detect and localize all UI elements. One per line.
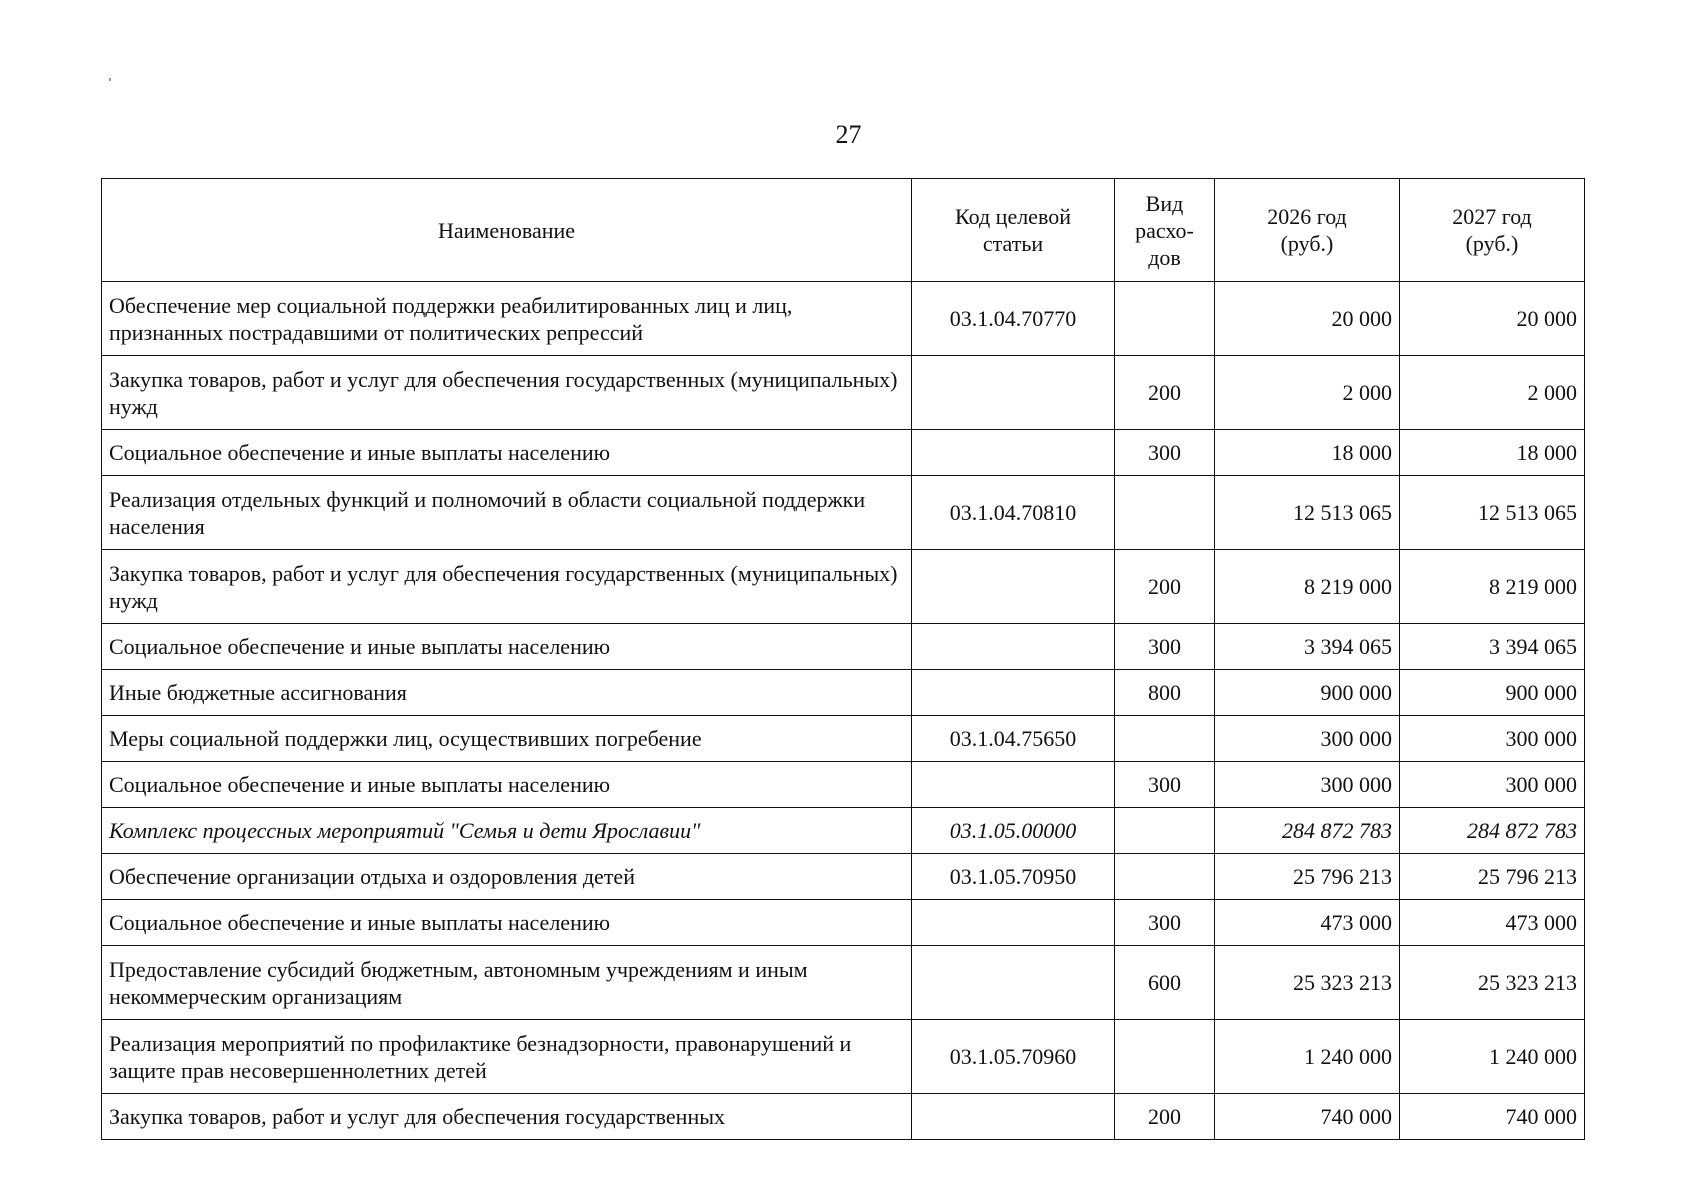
row-name-cell: Социальное обеспечение и иные выплаты населению — [102, 430, 912, 476]
row-code-cell — [912, 624, 1115, 670]
header-code-text: Код целевой статьи — [955, 204, 1071, 256]
row-code-cell: 03.1.05.00000 — [912, 808, 1115, 854]
table-row — [102, 670, 1585, 716]
header-2026-text: 2026 год (руб.) — [1267, 204, 1347, 256]
row-name-cell: Социальное обеспечение и иные выплаты населению — [102, 762, 912, 808]
row-name-cell: Социальное обеспечение и иные выплаты населению — [102, 624, 912, 670]
row-code-cell: 03.1.04.75650 — [912, 716, 1115, 762]
header-2026 — [1215, 179, 1400, 282]
row-2027-cell: 473 000 — [1400, 900, 1585, 946]
row-name-cell: Социальное обеспечение и иные выплаты населению — [102, 900, 912, 946]
row-code-cell — [912, 1094, 1115, 1140]
row-2026-cell: 18 000 — [1215, 430, 1400, 476]
page-number: 27 — [835, 120, 862, 149]
header-2027 — [1400, 179, 1585, 282]
row-kind-cell: 600 — [1115, 946, 1215, 1020]
row-kind-cell: 200 — [1115, 356, 1215, 430]
row-kind-cell: 800 — [1115, 670, 1215, 716]
row-2026-cell: 8 219 000 — [1215, 550, 1400, 624]
row-name-cell: Закупка товаров, работ и услуг для обеспечения государственных — [102, 1094, 912, 1140]
row-2026-cell: 300 000 — [1215, 716, 1400, 762]
table-row — [102, 624, 1585, 670]
row-name-cell: Комплекс процессных мероприятий "Семья и дети Ярославии" — [102, 808, 912, 854]
row-2026-cell: 473 000 — [1215, 900, 1400, 946]
header-name — [102, 179, 912, 282]
row-kind-cell — [1115, 1020, 1215, 1094]
row-2027-cell: 25 323 213 — [1400, 946, 1585, 1020]
row-2027-cell: 25 796 213 — [1400, 854, 1585, 900]
table-row — [102, 900, 1585, 946]
row-2027-cell: 2 000 — [1400, 356, 1585, 430]
row-name-cell: Меры социальной поддержки лиц, осуществивших погребение — [102, 716, 912, 762]
table-row — [102, 282, 1585, 356]
row-kind-cell: 300 — [1115, 762, 1215, 808]
row-2026-cell: 25 323 213 — [1215, 946, 1400, 1020]
row-2027-cell: 8 219 000 — [1400, 550, 1585, 624]
row-name-cell: Реализация мероприятий по профилактике безнадзорности, правонарушений и защите прав несовершеннолетних детей — [102, 1020, 912, 1094]
row-name-cell: Обеспечение мер социальной поддержки реабилитированных лиц и лиц, признанных пострадавшими от политических репрессий — [102, 282, 912, 356]
row-2026-cell: 2 000 — [1215, 356, 1400, 430]
row-2026-cell: 284 872 783 — [1215, 808, 1400, 854]
row-code-cell — [912, 356, 1115, 430]
row-2026-cell: 740 000 — [1215, 1094, 1400, 1140]
row-2026-cell: 20 000 — [1215, 282, 1400, 356]
row-code-cell: 03.1.04.70810 — [912, 476, 1115, 550]
row-2026-cell: 25 796 213 — [1215, 854, 1400, 900]
table-row — [102, 762, 1585, 808]
table-row — [102, 430, 1585, 476]
table-row — [102, 1094, 1585, 1140]
row-name-cell: Реализация отдельных функций и полномочий в области социальной поддержки населения — [102, 476, 912, 550]
row-2026-cell: 900 000 — [1215, 670, 1400, 716]
row-kind-cell: 300 — [1115, 624, 1215, 670]
table-header-row — [102, 179, 1585, 282]
header-name-text: Наименование — [437, 217, 576, 243]
row-2027-cell: 740 000 — [1400, 1094, 1585, 1140]
row-name-cell: Предоставление субсидий бюджетным, автономным учреждениям и иным некоммерческим организациям — [102, 946, 912, 1020]
table-body — [102, 282, 1585, 1140]
table-row — [102, 356, 1585, 430]
table-row — [102, 854, 1585, 900]
row-name-cell: Закупка товаров, работ и услуг для обеспечения государственных (муниципальных) нужд — [102, 356, 912, 430]
header-code — [912, 179, 1115, 282]
row-kind-cell: 200 — [1115, 550, 1215, 624]
row-code-cell — [912, 670, 1115, 716]
row-2027-cell: 18 000 — [1400, 430, 1585, 476]
table-row — [102, 1020, 1585, 1094]
row-kind-cell: 300 — [1115, 900, 1215, 946]
row-2026-cell: 3 394 065 — [1215, 624, 1400, 670]
row-kind-cell — [1115, 476, 1215, 550]
row-2026-cell: 300 000 — [1215, 762, 1400, 808]
table-row — [102, 808, 1585, 854]
row-2027-cell: 300 000 — [1400, 762, 1585, 808]
row-2027-cell: 3 394 065 — [1400, 624, 1585, 670]
row-code-cell — [912, 550, 1115, 624]
row-kind-cell — [1115, 808, 1215, 854]
table-row — [102, 550, 1585, 624]
row-name-cell: Закупка товаров, работ и услуг для обеспечения государственных (муниципальных) нужд — [102, 550, 912, 624]
row-code-cell — [912, 430, 1115, 476]
row-code-cell — [912, 900, 1115, 946]
row-2027-cell: 12 513 065 — [1400, 476, 1585, 550]
header-2027-text: 2027 год (руб.) — [1452, 204, 1532, 256]
row-2026-cell: 1 240 000 — [1215, 1020, 1400, 1094]
row-code-cell — [912, 946, 1115, 1020]
row-2026-cell: 12 513 065 — [1215, 476, 1400, 550]
row-2027-cell: 1 240 000 — [1400, 1020, 1585, 1094]
row-2027-cell: 20 000 — [1400, 282, 1585, 356]
row-2027-cell: 900 000 — [1400, 670, 1585, 716]
row-code-cell: 03.1.04.70770 — [912, 282, 1115, 356]
row-code-cell: 03.1.05.70950 — [912, 854, 1115, 900]
header-kind — [1115, 179, 1215, 282]
row-2027-cell: 300 000 — [1400, 716, 1585, 762]
row-kind-cell — [1115, 854, 1215, 900]
row-kind-cell: 300 — [1115, 430, 1215, 476]
table-row — [102, 716, 1585, 762]
row-name-cell: Иные бюджетные ассигнования — [102, 670, 912, 716]
scan-speck — [109, 78, 111, 81]
header-kind-text: Вид расхо- дов — [1135, 190, 1194, 270]
table-row — [102, 946, 1585, 1020]
row-kind-cell — [1115, 716, 1215, 762]
row-kind-cell: 200 — [1115, 1094, 1215, 1140]
row-name-cell: Обеспечение организации отдыха и оздоровления детей — [102, 854, 912, 900]
row-kind-cell — [1115, 282, 1215, 356]
row-2027-cell: 284 872 783 — [1400, 808, 1585, 854]
table-row — [102, 476, 1585, 550]
row-code-cell — [912, 762, 1115, 808]
row-code-cell: 03.1.05.70960 — [912, 1020, 1115, 1094]
budget-expenditure-table — [101, 178, 1585, 1140]
